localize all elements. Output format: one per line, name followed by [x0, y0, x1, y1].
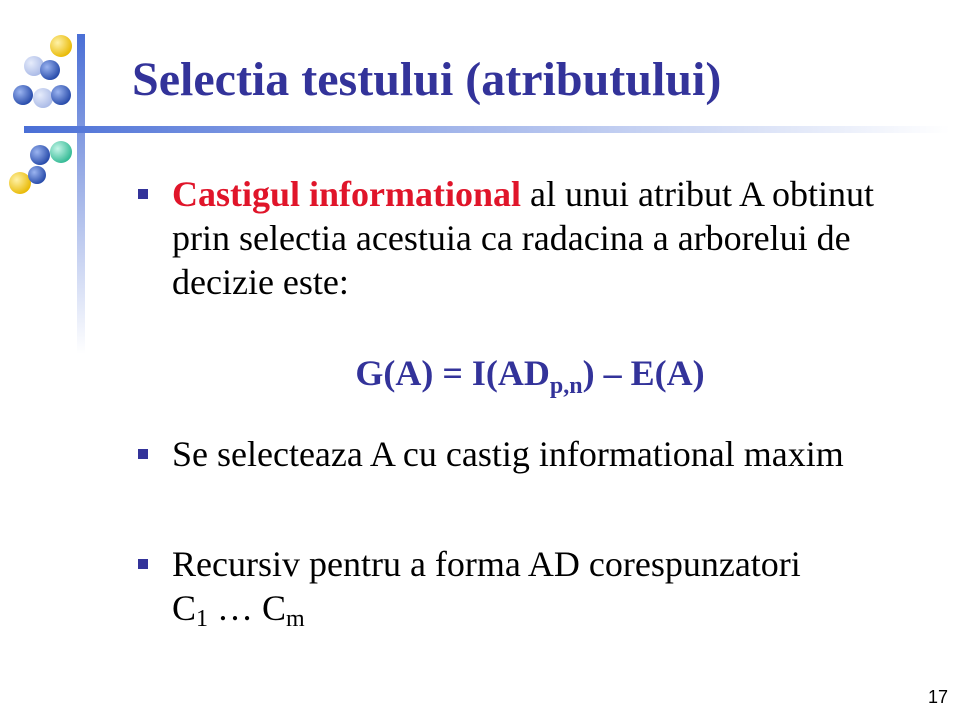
- bullet-body: al unui atribut A obtinut prin selectia acestuia ca radacina a arborelui de decizie este:: [172, 174, 875, 302]
- formula-subscript: p,n: [549, 373, 583, 400]
- c-symbol: C: [172, 588, 197, 628]
- square-bullet-icon: [138, 189, 148, 199]
- decor-circle: [30, 145, 50, 165]
- ellipsis: …: [208, 588, 263, 628]
- formula: [0, 352, 960, 400]
- bullet-recursive: [138, 542, 928, 641]
- c-first-subscript: 1: [196, 606, 209, 632]
- bullet-select-max: [138, 432, 928, 476]
- c-last-subscript: m: [286, 606, 305, 632]
- bullet-body: Se selecteaza A cu castig informational maxim: [172, 434, 844, 474]
- highlighted-term: Castigul informational: [172, 174, 522, 214]
- bullet-text: [172, 542, 928, 641]
- square-bullet-icon: [138, 559, 148, 569]
- c-symbol: C: [262, 588, 287, 628]
- page-number: 17: [927, 687, 948, 707]
- formula-left: G(A) = I(AD: [355, 353, 550, 393]
- slide-title: Selectia testului (atributului): [132, 53, 722, 106]
- horizontal-accent-line: [24, 126, 950, 133]
- vertical-accent-line: [77, 34, 85, 354]
- decor-circle: [50, 141, 72, 163]
- formula-right: ) – E(A): [582, 353, 705, 393]
- decor-circle: [33, 88, 53, 108]
- bullet-information-gain: [138, 172, 928, 304]
- decor-circle: [9, 172, 31, 194]
- decor-circle: [13, 85, 33, 105]
- square-bullet-icon: [138, 449, 148, 459]
- decor-circle: [40, 60, 60, 80]
- bullet-body: Recursiv pentru a forma AD corespunzatori: [172, 544, 801, 584]
- bullet-text: [172, 172, 928, 304]
- decor-circle: [28, 166, 46, 184]
- decor-circle: [51, 85, 71, 105]
- decor-circle: [50, 35, 72, 57]
